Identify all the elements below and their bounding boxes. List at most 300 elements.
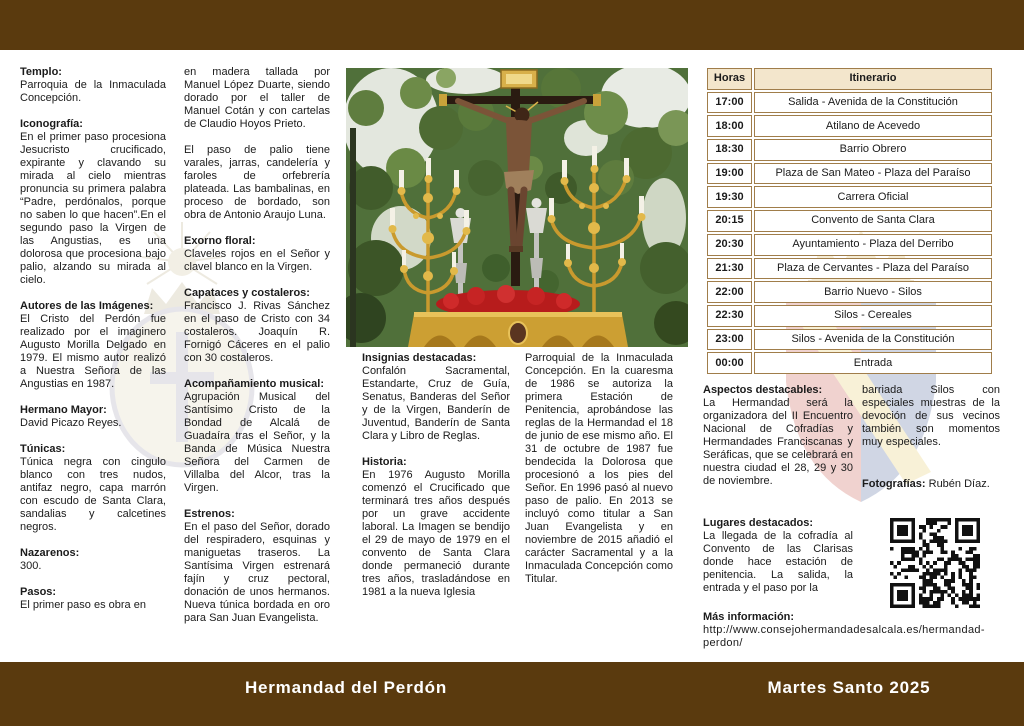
itinerary-place: Barrio Nuevo - Silos [754, 281, 992, 303]
qr-module [919, 558, 923, 562]
qr-module [951, 554, 955, 558]
procession-photo [346, 68, 688, 347]
itinerary-time: 19:30 [707, 186, 752, 208]
qr-module [919, 547, 923, 551]
qr-module [940, 568, 944, 572]
qr-module [940, 594, 944, 598]
qr-module [976, 565, 980, 569]
column-3 [362, 352, 510, 612]
red-flowers-part [443, 293, 459, 309]
aspectos-heading: Aspectos destacables: [703, 384, 823, 396]
qr-module [944, 540, 948, 544]
itinerary-place: Atilano de Acevedo [754, 115, 992, 137]
qr-module [926, 597, 930, 601]
crucifix-part [593, 94, 601, 106]
top-band [0, 0, 1024, 50]
itinerary-row [707, 186, 992, 208]
procession-day: Martes Santo 2025 [767, 678, 931, 697]
qr-module [966, 601, 970, 605]
section-body: En 1976 Augusto Morilla comenzó el Crucificado que terminará tres años después por un grave accidente laboral. La Imagen se bendijo el 29 de mayo de 1979 en el convento de Santa Clara donde permaneció durante tres años, trasladándose en 1981 a la nueva Iglesia [362, 469, 510, 598]
qr-module [904, 576, 908, 580]
qr-module [951, 579, 955, 583]
qr-module [966, 550, 970, 554]
qr-module [937, 568, 941, 572]
qr-module [944, 572, 948, 576]
text-section [362, 352, 510, 443]
qr-module [937, 543, 941, 547]
itinerary-header-row [707, 68, 992, 90]
qr-module [944, 550, 948, 554]
qr-module [908, 547, 912, 551]
text-section [362, 456, 510, 599]
text-section [184, 235, 330, 274]
gold-ornaments-part [548, 215, 556, 223]
qr-module [940, 518, 944, 522]
qr-module [937, 601, 941, 605]
qr-module [937, 529, 941, 533]
qr-module [937, 590, 941, 594]
qr-module [937, 597, 941, 601]
section-heading: Acompañamiento musical: [184, 378, 324, 390]
foliage-part [419, 106, 463, 150]
qr-module [940, 536, 944, 540]
qr-module [973, 547, 977, 551]
qr-module [894, 576, 898, 580]
qr-module [915, 550, 919, 554]
qr-module [912, 554, 916, 558]
qr-module [969, 572, 973, 576]
itinerary-place: Entrada [754, 352, 992, 374]
qr-module [933, 518, 937, 522]
itinerary-row [707, 352, 992, 374]
qr-module [926, 604, 930, 608]
qr-module [930, 576, 934, 580]
itinerary-time: 18:30 [707, 139, 752, 161]
itinerary-place: Barrio Obrero [754, 139, 992, 161]
qr-module [908, 550, 912, 554]
itinerary-place: Plaza de San Mateo - Plaza del Paraíso [754, 163, 992, 185]
qr-module [958, 576, 962, 580]
gold-ornaments-part [623, 175, 631, 183]
itinerary-row [707, 115, 992, 137]
qr-module [948, 522, 952, 526]
christ-figure-part [511, 190, 514, 246]
qr-module [890, 572, 894, 576]
column-1 [20, 66, 166, 625]
qr-module [922, 554, 926, 558]
qr-module [922, 601, 926, 605]
qr-module [890, 561, 894, 565]
qr-module [901, 554, 905, 558]
qr-module [930, 550, 934, 554]
qr-module [976, 597, 980, 601]
foliage-part [436, 68, 456, 88]
gold-ornaments-part [450, 267, 458, 275]
qr-module [944, 579, 948, 583]
qr-module [926, 601, 930, 605]
qr-module [897, 572, 901, 576]
gold-ornaments-part [589, 183, 599, 193]
qr-module [976, 558, 980, 562]
gold-ornaments-part [389, 225, 397, 233]
more-info-heading: Más información: [703, 611, 795, 623]
qr-module [912, 565, 916, 569]
qr-module [951, 590, 955, 594]
qr-module [969, 590, 973, 594]
qr-module [962, 590, 966, 594]
qr-module [940, 550, 944, 554]
more-info-url: http://www.consejohermandadesalcala.es/hermandad-perdon/ [703, 624, 985, 649]
section-body: David Picazo Reyes. [20, 417, 122, 429]
qr-module [919, 576, 923, 580]
qr-module [958, 558, 962, 562]
gold-ornaments-part [564, 259, 572, 267]
qr-module [969, 579, 973, 583]
gold-ornaments-part [561, 177, 569, 185]
qr-module [912, 558, 916, 562]
gold-ornaments-part [463, 227, 471, 235]
qr-module [976, 594, 980, 598]
qr-module [933, 583, 937, 587]
qr-module [944, 518, 948, 522]
qr-module [933, 540, 937, 544]
gold-ornaments-part [638, 213, 646, 221]
qr-module [926, 572, 930, 576]
qr-module [922, 572, 926, 576]
qr-module [962, 601, 966, 605]
itinerary-table [705, 66, 994, 376]
silver-lanterns-part [530, 258, 543, 278]
foliage-part [350, 128, 356, 347]
qr-module [969, 583, 973, 587]
section-heading: Templo: [20, 66, 62, 78]
lugares-heading: Lugares destacados: [703, 517, 814, 529]
itinerary-row [707, 210, 992, 232]
qr-module [922, 604, 926, 608]
qr-module [962, 561, 966, 565]
qr-module [922, 525, 926, 529]
itinerary-place: Salida - Avenida de la Constitución [754, 92, 992, 114]
qr-module [930, 525, 934, 529]
red-flowers-part [467, 287, 485, 305]
qr-module [937, 558, 941, 562]
qr-module [944, 583, 948, 587]
qr-module [922, 543, 926, 547]
itinerary-place: Silos - Avenida de la Constitución [754, 329, 992, 351]
section-body: 300. [20, 560, 42, 572]
text-section [184, 287, 330, 365]
gilded-base-part [414, 312, 622, 317]
itinerary-time: 00:00 [707, 352, 752, 374]
qr-module [962, 597, 966, 601]
section-body: en madera tallada por Manuel López Duarte, siendo dorado por el taller de Manuel Cotán y con cartelas de Claudio Hoyos Prieto. [184, 66, 330, 130]
qr-module [930, 522, 934, 526]
qr-module [912, 547, 916, 551]
section-body: En el primer paso procesiona Jesucristo crucificado, expirante y clavando su mirada al cielo mientras pronuncia su primera palabra “Padre, perdónalos, porque no saben lo que hacen”.En el segundo paso la Virgen de las Angustias, es una dolorosa que procesiona bajo palio, alzando su mirada al cielo. [20, 131, 166, 286]
qr-module [930, 579, 934, 583]
qr-module [973, 554, 977, 558]
qr-module [904, 547, 908, 551]
qr-module [933, 572, 937, 576]
qr-module [894, 565, 898, 569]
qr-module [930, 594, 934, 598]
qr-module [919, 536, 923, 540]
qr-module [912, 550, 916, 554]
qr-module [944, 568, 948, 572]
qr-module [915, 568, 919, 572]
qr-module [933, 568, 937, 572]
qr-module [944, 525, 948, 529]
qr-module [930, 565, 934, 569]
lugares-block [703, 517, 853, 595]
qr-module [922, 579, 926, 583]
qr-module [926, 522, 930, 526]
qr-module [897, 590, 908, 601]
qr-module [890, 547, 894, 551]
qr-module [969, 594, 973, 598]
qr-module [944, 565, 948, 569]
section-body: Agrupación Musical del Santísimo Cristo de la Bondad de Alcalá de Guadaíra tras el Señor, y la Banda de Música Nuestra Señora del Carmen de Villalba del Alcor, tras la Virgen. [184, 391, 330, 494]
more-info-block [703, 611, 1000, 650]
red-flowers-part [527, 287, 545, 305]
qr-module [930, 604, 934, 608]
aspectos-text: La Hermandad será la organizadora del II Encuentro Nacional de Cofradías y Hermandades Franciscanas y Seráficas, que se celebrará en nuestra ciudad el 28, 29 y 30 de noviembre. [703, 397, 853, 487]
qr-module [962, 565, 966, 569]
qr-module [922, 586, 926, 590]
gold-ornaments-part [423, 271, 433, 281]
itinerary-time: 22:30 [707, 305, 752, 327]
section-body: Parroquial de la Inmaculada Concepción. En la cuaresma de 1986 se autoriza la primera Estación de Penitencia, aprobándose las reglas de la Hermandad el 18 de junio de ese mismo año. El 31 de octubre de 1987 fue bendecida la Dolorosa que procesionó a los pies del Señor. En 1996 pasó al nuevo paso de palio. En 2013 se incluyó como titular a San Juan Evangelista y en noviembre de 2015 añadió el carácter Sacramental y a la Inmaculada Concepción como Titular. [525, 352, 673, 585]
qr-module [922, 576, 926, 580]
qr-module [948, 558, 952, 562]
section-heading: Nazarenos: [20, 547, 80, 559]
gilded-base [408, 312, 628, 347]
qr-module [908, 568, 912, 572]
red-flowers-part [556, 293, 572, 309]
qr-module [948, 579, 952, 583]
qr-code [890, 518, 980, 608]
qr-module [951, 550, 955, 554]
qr-module [940, 558, 944, 562]
lugares-text: La llegada de la cofradía al Convento de las Clarisas donde hace estación de penitencia. La salida, la entrada y el paso por la [703, 530, 853, 594]
photo-credit-label: Fotografías: [862, 478, 926, 490]
qr-module [951, 558, 955, 562]
qr-module [973, 597, 977, 601]
candles-part [592, 146, 597, 168]
qr-module [933, 532, 937, 536]
gold-ornaments-part [588, 222, 600, 234]
itinerary-place: Convento de Santa Clara [754, 210, 992, 232]
qr-module [948, 586, 952, 590]
gold-ornaments-part [589, 263, 599, 273]
qr-module [919, 594, 923, 598]
qr-module [969, 558, 973, 562]
qr-module [901, 547, 905, 551]
qr-module [933, 536, 937, 540]
brotherhood-name: Hermandad del Perdón [244, 678, 448, 697]
qr-module [962, 525, 973, 536]
column-4 [525, 352, 673, 599]
itinerary-time: 17:00 [707, 92, 752, 114]
qr-module [948, 594, 952, 598]
qr-module [969, 547, 973, 551]
qr-module [930, 532, 934, 536]
column-2 [184, 66, 330, 638]
qr-module [937, 536, 941, 540]
section-body: El primer paso es obra en [20, 599, 146, 611]
qr-module [976, 604, 980, 608]
qr-module [908, 565, 912, 569]
section-body: Claveles rojos en el Señor y clavel blanco en la Virgen. [184, 248, 330, 273]
section-heading: Exorno floral: [184, 235, 256, 247]
qr-module [930, 583, 934, 587]
qr-module [933, 586, 937, 590]
qr-module [969, 568, 973, 572]
section-heading: Autores de las Imágenes: [20, 300, 154, 312]
qr-module [969, 597, 973, 601]
qr-module [922, 565, 926, 569]
red-flowers-part [497, 285, 515, 303]
foliage-part [482, 254, 510, 282]
itinerary-time: 22:00 [707, 281, 752, 303]
qr-module [926, 568, 930, 572]
qr-module [948, 583, 952, 587]
itinerary-header-place: Itinerario [754, 68, 992, 90]
aspectos-block [703, 384, 853, 488]
gold-ornaments-part [398, 187, 406, 195]
section-body: Francisco J. Rivas Sánchez en el paso de Cristo con 34 costaleros. Joaquín R. Fornigó Cáceres en el palio con 30 costaleros. [184, 300, 330, 364]
gold-ornaments-part [618, 258, 626, 266]
barriada-text: barriada Silos con especiales muestras de la devoción de sus vecinos también son momentos muy especiales. [862, 384, 1000, 448]
itinerary-place: Carrera Oficial [754, 186, 992, 208]
section-heading: Insignias destacadas: [362, 352, 477, 364]
itinerary-row [707, 305, 992, 327]
qr-module [940, 597, 944, 601]
qr-module [930, 572, 934, 576]
section-heading: Túnicas: [20, 443, 66, 455]
qr-module [919, 601, 923, 605]
qr-module [912, 568, 916, 572]
qr-module [962, 594, 966, 598]
qr-module [926, 543, 930, 547]
itinerary-header-time: Horas [707, 68, 752, 90]
qr-module [926, 583, 930, 587]
crucifix-part [506, 74, 532, 84]
gold-ornaments-part [425, 175, 433, 183]
qr-module [926, 518, 930, 522]
qr-module [922, 597, 926, 601]
qr-module [973, 568, 977, 572]
gold-ornaments-part [422, 232, 434, 244]
section-heading: Estrenos: [184, 508, 235, 520]
text-section [20, 547, 166, 573]
text-section [20, 443, 166, 534]
qr-module [919, 586, 923, 590]
qr-module [958, 572, 962, 576]
qr-module [973, 601, 977, 605]
gold-ornaments-part [591, 165, 599, 173]
qr-module [944, 590, 948, 594]
qr-module [966, 586, 970, 590]
itinerary-row [707, 163, 992, 185]
qr-module [940, 525, 944, 529]
gilded-base-part [509, 322, 527, 344]
qr-module [955, 554, 959, 558]
qr-module [904, 568, 908, 572]
qr-module [926, 547, 930, 551]
itinerary-header [707, 68, 992, 90]
qr-module [958, 568, 962, 572]
qr-module [937, 518, 941, 522]
section-body: Parroquia de la Inmaculada Concepción. [20, 79, 166, 104]
section-heading: Pasos: [20, 586, 57, 598]
qr-module [955, 604, 959, 608]
qr-module [951, 576, 955, 580]
qr-module [969, 586, 973, 590]
qr-module [951, 572, 955, 576]
text-section [184, 144, 330, 222]
qr-module [919, 525, 923, 529]
itinerary-row [707, 329, 992, 351]
itinerary-time: 19:00 [707, 163, 752, 185]
qr-module [919, 561, 923, 565]
barriada-block [862, 384, 1000, 449]
qr-module [940, 590, 944, 594]
qr-module [969, 550, 973, 554]
gold-ornaments-part [437, 213, 443, 219]
christ-figure-part [506, 120, 532, 177]
qr-module [966, 597, 970, 601]
qr-module [955, 558, 959, 562]
qr-module [915, 554, 919, 558]
itinerary-place: Ayuntamiento - Plaza del Derribo [754, 234, 992, 256]
crucifix-part [439, 94, 447, 106]
qr-module [930, 590, 934, 594]
qr-module [973, 604, 977, 608]
qr-module [962, 583, 966, 587]
text-section [184, 508, 330, 625]
text-section [525, 352, 673, 586]
foliage-part [348, 240, 404, 296]
qr-module [948, 518, 952, 522]
qr-module [966, 568, 970, 572]
qr-module [937, 604, 941, 608]
qr-module [951, 601, 955, 605]
qr-module [973, 558, 977, 562]
section-heading: Capataces y costaleros: [184, 287, 310, 299]
qr-module [901, 558, 905, 562]
text-section [20, 586, 166, 612]
qr-module [926, 561, 930, 565]
qr-module [897, 525, 908, 536]
itinerary-place: Silos - Cereales [754, 305, 992, 327]
qr-module [933, 604, 937, 608]
qr-module [930, 597, 934, 601]
qr-module [922, 583, 926, 587]
qr-module [937, 540, 941, 544]
text-section [20, 404, 166, 430]
qr-module [933, 576, 937, 580]
qr-module [897, 561, 901, 565]
section-heading: Hermano Mayor: [20, 404, 107, 416]
qr-module [919, 597, 923, 601]
gold-ornaments-part [400, 265, 408, 273]
qr-module [940, 540, 944, 544]
qr-module [919, 532, 923, 536]
qr-module [908, 558, 912, 562]
itinerary-row [707, 139, 992, 161]
qr-module [940, 543, 944, 547]
